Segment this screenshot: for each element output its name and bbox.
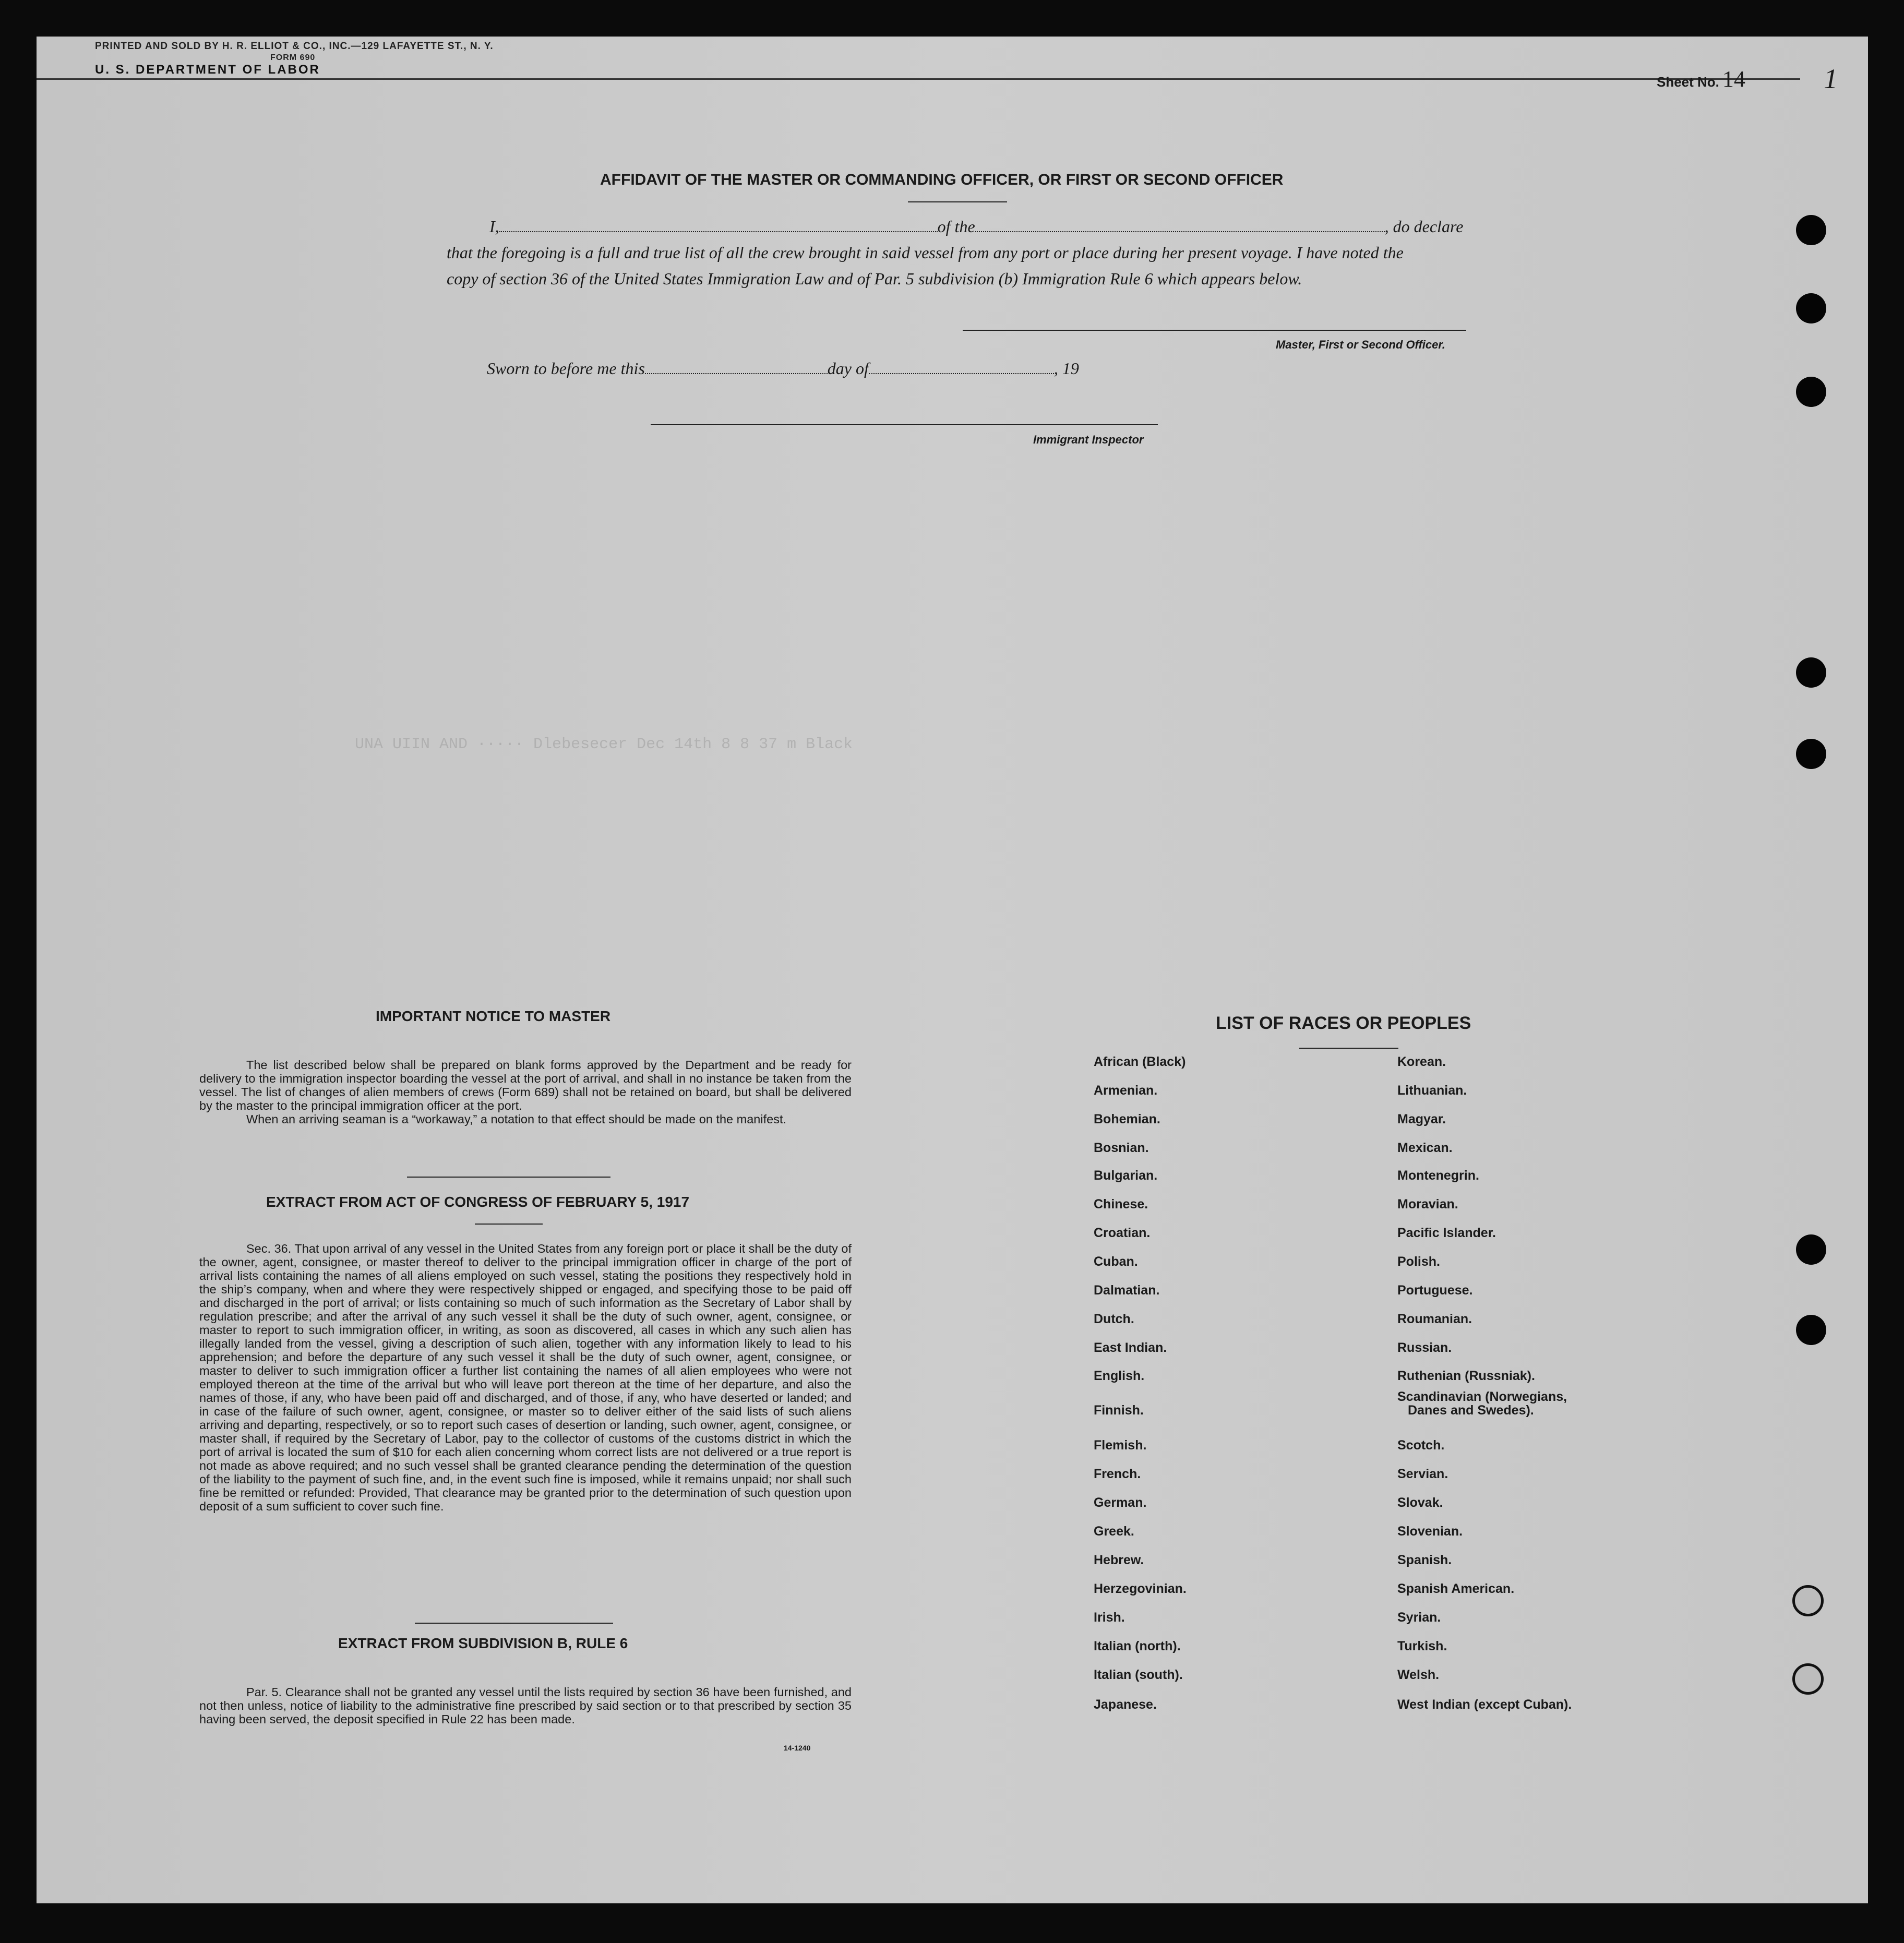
extract-rule-title: EXTRACT FROM SUBDIVISION B, RULE 6 — [338, 1635, 628, 1651]
race-item: English. — [1094, 1369, 1145, 1383]
sworn-prefix: Sworn to before me this — [487, 359, 645, 378]
race-item: Lithuanian. — [1397, 1083, 1467, 1098]
race-item: Korean. — [1397, 1054, 1446, 1069]
declarant-prefix: I, — [489, 217, 499, 236]
sworn-date-field[interactable] — [645, 373, 828, 374]
races-title: LIST OF RACES OR PEOPLES — [1216, 1013, 1471, 1033]
race-item: Croatian. — [1094, 1226, 1151, 1240]
form-number: FORM 690 — [270, 53, 316, 62]
binder-hole — [1796, 377, 1826, 407]
printer-line: PRINTED AND SOLD BY H. R. ELLIOT & CO., INC.—129 LAFAYETTE ST., N. Y. — [95, 41, 494, 52]
notice-paragraph-1: The list described below shall be prepared on blank forms approved by the Department and be ready for delivery to the immigration inspector boarding the vessel at the port of arrival, and shall in no instance be taken from the vessel. The list of changes of alien members of crews (Form 689) shall not be retained on board, but shall be delivered by the master to the principal immigration officer at the port. — [199, 1058, 852, 1112]
race-item: Turkish. — [1397, 1639, 1447, 1653]
binder-hole-open — [1792, 1663, 1824, 1695]
header-rule — [37, 78, 1800, 80]
race-item: Polish. — [1397, 1254, 1440, 1269]
binder-hole — [1796, 1234, 1826, 1265]
race-item: Dutch. — [1094, 1312, 1134, 1326]
binder-hole — [1796, 215, 1826, 245]
binder-hole — [1796, 657, 1826, 688]
race-item: Pacific Islander. — [1397, 1226, 1496, 1240]
race-item: Bosnian. — [1094, 1141, 1149, 1155]
race-item: Spanish American. — [1397, 1581, 1515, 1596]
binder-hole — [1796, 293, 1826, 323]
department-name: U. S. DEPARTMENT OF LABOR — [95, 63, 320, 77]
race-item: French. — [1094, 1467, 1141, 1481]
form-code: 14-1240 — [784, 1744, 811, 1752]
race-item: Roumanian. — [1397, 1312, 1472, 1326]
of-the-label: of the — [937, 217, 975, 236]
race-item: Flemish. — [1094, 1438, 1147, 1453]
race-item: Japanese. — [1094, 1697, 1157, 1712]
sheet-number-value: 14 — [1722, 66, 1745, 92]
par-5-text: Par. 5. Clearance shall not be granted any vessel until the lists required by section 36 have been furnished, and not then unless, notice of liability to the administrative fine prescribed by said section or to that prescribed by section 35 having been served, the deposit specified in Rule 22 has been made. — [199, 1685, 852, 1726]
extract-act-body — [199, 1242, 852, 1513]
race-item: Syrian. — [1397, 1610, 1441, 1625]
race-item: Italian (north). — [1094, 1639, 1181, 1653]
race-item: Scandinavian (Norwegians, — [1397, 1389, 1567, 1404]
race-item: Portuguese. — [1397, 1283, 1473, 1298]
sheet-label: Sheet No. — [1657, 74, 1719, 90]
declarant-name-field[interactable] — [499, 231, 938, 232]
affidavit-line-3: copy of section 36 of the United States Immigration Law and of Par. 5 subdivision (b) Immigration Rule 6 which appears below. — [447, 269, 1302, 288]
notice-paragraph-2: When an arriving seaman is a “workaway,” a notation to that effect should be made on the manifest. — [246, 1112, 786, 1126]
race-item: Cuban. — [1094, 1254, 1138, 1269]
race-item: Danes and Swedes). — [1408, 1403, 1534, 1418]
binder-hole — [1796, 1315, 1826, 1345]
race-item: Armenian. — [1094, 1083, 1158, 1098]
sheet-number — [1657, 66, 1745, 92]
notice-title: IMPORTANT NOTICE TO MASTER — [376, 1008, 611, 1024]
race-item: African (Black) — [1094, 1054, 1186, 1069]
race-item: Spanish. — [1397, 1553, 1452, 1567]
race-item: Moravian. — [1397, 1197, 1458, 1212]
race-item: West Indian (except Cuban). — [1397, 1697, 1572, 1712]
bleed-through-text: UNA UIIN AND ····· Dlebesecer Dec 14th 8 8 37 m Black — [355, 736, 853, 753]
affidavit-line-2: that the foregoing is a full and true list of all the crew brought in said vessel from any port or place during her present voyage. I have noted the — [447, 243, 1404, 262]
sworn-month-field[interactable] — [869, 373, 1054, 374]
affidavit-title-rule — [908, 201, 1007, 202]
corner-mark: 1 — [1824, 63, 1838, 94]
race-item: Montenegrin. — [1397, 1168, 1479, 1183]
affidavit-title: AFFIDAVIT OF THE MASTER OR COMMANDING OFFICER, OR FIRST OR SECOND OFFICER — [600, 171, 1284, 188]
race-item: Ruthenian (Russniak). — [1397, 1369, 1535, 1383]
notice-divider — [407, 1177, 610, 1178]
extract-rule-body — [199, 1685, 852, 1726]
form-sheet — [37, 37, 1868, 1903]
race-item: Welsh. — [1397, 1668, 1440, 1682]
race-item: Mexican. — [1397, 1141, 1453, 1155]
race-item: Finnish. — [1094, 1403, 1144, 1418]
race-item: Dalmatian. — [1094, 1283, 1160, 1298]
binder-hole — [1796, 739, 1826, 769]
extract-act-divider — [415, 1623, 613, 1624]
affidavit-line-1 — [489, 217, 1463, 236]
race-item: East Indian. — [1094, 1340, 1167, 1355]
race-item: Servian. — [1397, 1467, 1448, 1481]
master-signature-line[interactable] — [963, 330, 1466, 331]
race-item: Slovak. — [1397, 1495, 1443, 1510]
race-item: Bulgarian. — [1094, 1168, 1158, 1183]
section-36-text: Sec. 36. That upon arrival of any vessel in the United States from any foreign port or place it shall be the duty of the owner, agent, consignee, or master thereof to deliver to the principal immigration officer in charge of the port of arrival lists containing the names of all aliens employed on such vessel, stating the positions they respectively hold in the ship’s company, when and where they were respectively shipped or engaged, and specifying those to be paid off and discharged in the port of arrival; or lists containing so much of such information as the Secretary of Labor shall by regulation prescribe; and after the arrival of any such vessel it shall be the duty of such owner, agent, consignee, or master to report to such immigration officer, in writing, as soon as discovered, all cases in which any such alien has illegally landed from the vessel, giving a description of such alien, together with any information likely to lead to his apprehension; and before the departure of any such vessel it shall be the duty of such owner, agent, consignee, or master to deliver to such immigration officer a further list containing the names of all alien employees who were not employed thereon at the time of the arrival but who will leave port thereon at the time of her departure, and also the names of those, if any, who have been paid off and discharged, and of those, if any, who have deserted or landed; and in case of the failure of such owner, agent, consignee, or master so to deliver either of the said lists of such aliens arriving and departing, respectively, or so to report such cases of desertion or landing, such owner, agent, consignee, or master shall, if required by the Secretary of Labor, pay to the collector of customs of the customs district in which the port of arrival is located the sum of $10 for each alien concerning whom correct lists are not delivered or a true report is not made as above required; and no such vessel shall be granted clearance pending the determination of the question of the liability to the payment of such fine, and, in the event such fine is imposed, while it remains unpaid; nor shall such fine be remitted or refunded: Provided, That clearance may be granted prior to the determination of such question upon deposit of a sum sufficient to cover such fine. — [199, 1242, 852, 1513]
race-item: Herzegovinian. — [1094, 1581, 1187, 1596]
race-item: Russian. — [1397, 1340, 1452, 1355]
race-item: Magyar. — [1397, 1112, 1446, 1126]
race-item: German. — [1094, 1495, 1147, 1510]
races-title-rule — [1299, 1048, 1398, 1049]
master-signature-caption: Master, First or Second Officer. — [1276, 338, 1445, 351]
race-item: Italian (south). — [1094, 1668, 1183, 1682]
race-item: Slovenian. — [1397, 1524, 1463, 1539]
race-item: Scotch. — [1397, 1438, 1445, 1453]
extract-act-rule — [475, 1224, 543, 1225]
sworn-line — [487, 359, 1079, 378]
inspector-caption: Immigrant Inspector — [1033, 433, 1144, 446]
binder-hole-open — [1792, 1585, 1824, 1616]
race-item: Chinese. — [1094, 1197, 1148, 1212]
extract-act-title: EXTRACT FROM ACT OF CONGRESS OF FEBRUARY 5, 1917 — [266, 1194, 690, 1210]
notice-body — [199, 1058, 852, 1126]
race-item: Hebrew. — [1094, 1553, 1144, 1567]
do-declare-label: , do declare — [1384, 217, 1464, 236]
race-item: Irish. — [1094, 1610, 1125, 1625]
vessel-name-field[interactable] — [975, 231, 1385, 232]
inspector-signature-line[interactable] — [651, 424, 1158, 425]
race-item: Bohemian. — [1094, 1112, 1160, 1126]
race-item: Greek. — [1094, 1524, 1134, 1539]
sworn-year-label: , 19 — [1053, 359, 1079, 378]
sworn-day-label: day of — [827, 359, 869, 378]
